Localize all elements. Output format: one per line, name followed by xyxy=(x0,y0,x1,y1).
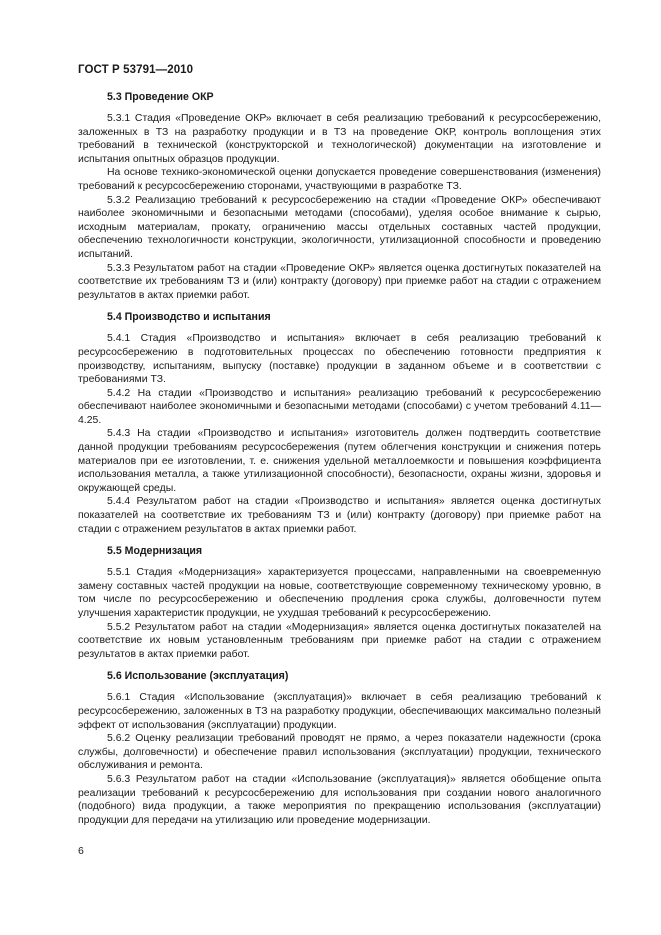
paragraph: 5.4.2 На стадии «Производство и испытания» реализацию требований к ресурсосбережению обеспечивают наиболее экономичными и безопасными методами (способами) с учетом требований 4.11—4.25. xyxy=(78,387,601,426)
paragraph: 5.4.4 Результатом работ на стадии «Производство и испытания» является оценка достигнутых показателей на соответствие их требованиям ТЗ и (или) контракту (договору) при приемке работ на стадии с отражением результатов в актах приемки работ. xyxy=(78,496,601,535)
paragraph: 5.3.3 Результатом работ на стадии «Проведение ОКР» является оценка достигнутых показателей на соответствие их требованиям ТЗ и (или) контракту (договору) при приемке работ на стадии с отражением результатов в актах приемки работ. xyxy=(78,262,601,301)
paragraph: На основе технико-экономической оценки допускается проведение совершенствования (изменения) требований к ресурсосбережению сторонами, участвующими в разработке ТЗ. xyxy=(78,167,601,192)
paragraph: 5.6.3 Результатом работ на стадии «Использование (эксплуатация)» является обобщение опыта реализации требований к ресурсосбережению для использования при создании нового аналогичного (подобного) вида продукции, а также мероприятия по прекращению использования (эксплуатации) продукции для передачи на утилизацию или проведение модернизации. xyxy=(78,773,601,826)
section-heading: 5.6 Использование (эксплуатация) xyxy=(107,670,289,683)
paragraph: 5.5.2 Результатом работ на стадии «Модернизация» является оценка достигнутых показателей на соответствие их новым установленным требованиям при приемке работ на стадии с отражением результатов в актах приемки работ. xyxy=(78,621,601,660)
paragraph: 5.3.1 Стадия «Проведение ОКР» включает в себя реализацию требований к ресурсосбережению, заложенных в ТЗ на разработку продукции и в ТЗ на проведение ОКР, контроль воплощения этих требований в технической (конструкторской и технологической) документации на изготовление и испытания опытных образцов продукции. xyxy=(78,113,601,165)
section-5-6 xyxy=(78,669,601,827)
paragraph: 5.6.1 Стадия «Использование (эксплуатация)» включает в себя реализацию требований к ресурсосбережению, заложенных в ТЗ на разработку продукции, обеспечивающих максимально полезный эффект от использования (эксплуатации) продукции. xyxy=(78,692,601,731)
paragraph: 5.6.2 Оценку реализации требований проводят не прямо, а через показатели надежности (срока службы, долговечности) и обеспечение правил использования (эксплуатации) продукции, технического обслуживания и ремонта. xyxy=(78,733,601,772)
section-heading: 5.4 Производство и испытания xyxy=(107,311,271,324)
document-header: ГОСТ Р 53791—2010 xyxy=(78,64,194,76)
section-5-5 xyxy=(78,544,601,661)
paragraph: 5.5.1 Стадия «Модернизация» характеризуется процессами, направленными на своевременную замену составных частей продукции на новые, соответствующие современному техническому уровню, в том числе по ресурсосбережению и обеспечению продления срока службы, долговечности путем улучшения характеристик продукции, не ухудшая требований к ресурсосбережению. xyxy=(78,567,601,619)
section-5-3 xyxy=(78,90,601,302)
paragraph: 5.4.3 На стадии «Производство и испытания» изготовитель должен подтвердить соответствие данной продукции требованиям ресурсосбережения (путем облегчения конструкции и снижения потерь материалов при ее изготовлении, т. е. снижения удельной металлоемкости и повышения коэффициента использования металла, а также утилизационной способности), безопасности, охраны жизни, здоровья и окружающей среды. xyxy=(78,428,601,494)
document-body xyxy=(78,90,601,827)
paragraph: 5.3.2 Реализацию требований к ресурсосбережению на стадии «Проведение ОКР» обеспечивают наиболее экономичными и безопасными методами (способами), уделяя особое внимание к сырью, исходным материалам, прокату, ограничению массы отдельных составных частей продукции, обеспечению технологичности конструкции, экологичности, утилизационной способности и проведению испытаний. xyxy=(78,194,601,260)
section-5-4 xyxy=(78,310,601,536)
page-number: 6 xyxy=(78,845,84,857)
section-heading: 5.3 Проведение ОКР xyxy=(107,91,214,103)
paragraph: 5.4.1 Стадия «Производство и испытания» включает в себя реализацию требований к ресурсосбережению в подготовительных процессах по обеспечению готовности предприятия к производству, испытаниям, выпуску (поставке) продукции в заданном объеме и в соответствии с требованиями ТЗ. xyxy=(78,333,601,386)
section-heading: 5.5 Модернизация xyxy=(107,545,203,558)
